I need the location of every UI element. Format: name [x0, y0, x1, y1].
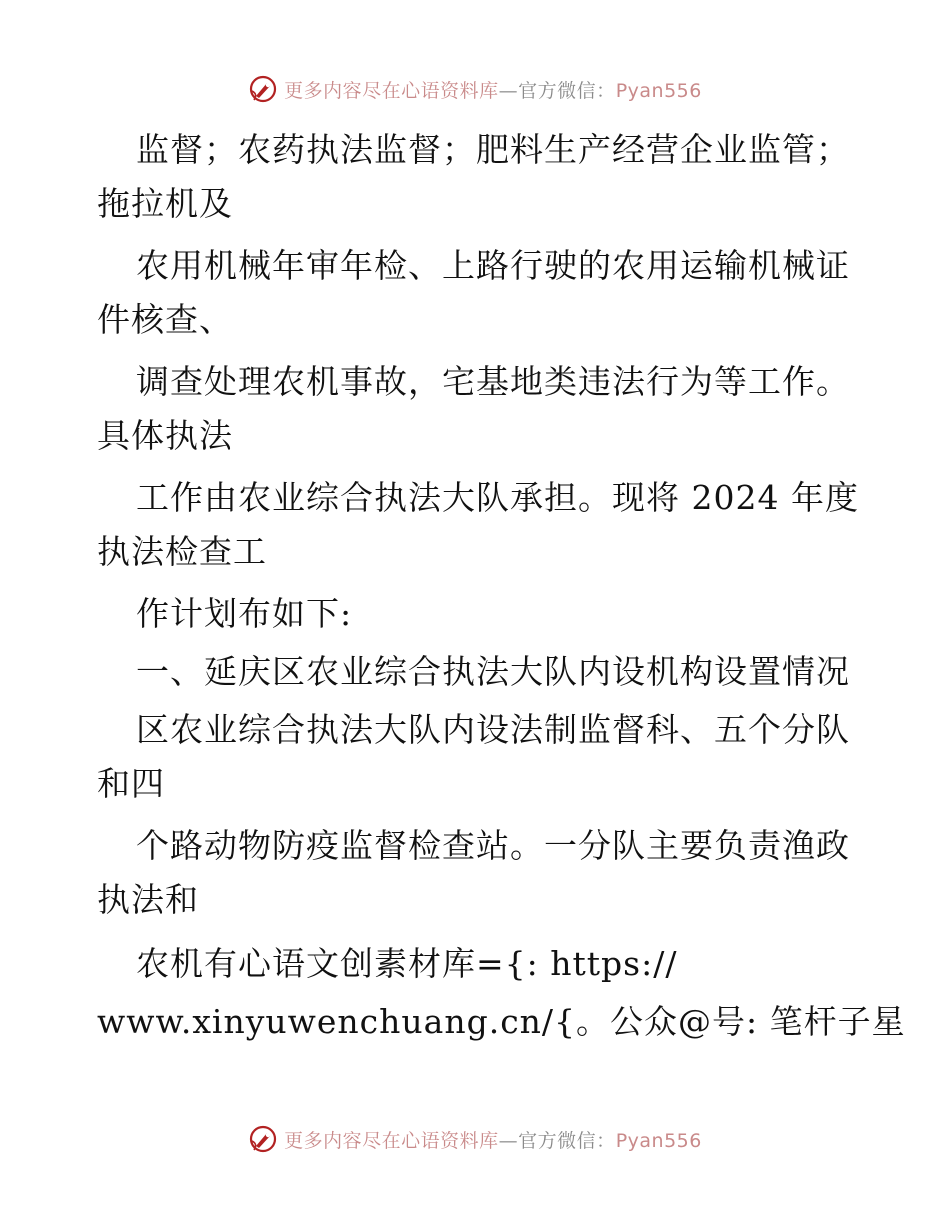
wechat-label: 官方微信： — [518, 1129, 616, 1152]
body-line: 调查处理农机事故，宅基地类违法行为等工作。 — [136, 362, 850, 401]
body-line: 农用机械年审年检、上路行驶的农用运输机械证 — [136, 246, 850, 285]
body-line: 执法检查工 — [97, 532, 267, 571]
body-line: 执法和 — [97, 880, 199, 919]
footer-banner-text — [284, 1126, 702, 1153]
body-line: 农机有心语文创素材库={: https:// — [136, 944, 678, 983]
pen-nib-logo-icon — [248, 1124, 278, 1154]
banner-dash: — — [498, 1129, 519, 1152]
site-name: 更多内容尽在心语资料库 — [284, 79, 499, 102]
body-line: www.xinyuwenchuang.cn/{。公众@号: 笔杆子星 — [97, 1002, 906, 1041]
body-line: 和四 — [97, 764, 165, 803]
body-line: 工作由农业综合执法大队承担。现将 2024 年度 — [136, 478, 859, 517]
wechat-label: 官方微信： — [518, 79, 616, 102]
body-line: 个路动物防疫监督检查站。一分队主要负责渔政 — [136, 826, 850, 865]
header-banner — [0, 72, 950, 106]
wechat-id: Pyan556 — [615, 79, 702, 102]
site-name: 更多内容尽在心语资料库 — [284, 1129, 499, 1152]
pen-nib-logo-icon — [248, 74, 278, 104]
banner-dash: — — [498, 79, 519, 102]
body-line: 件核查、 — [97, 300, 233, 339]
wechat-id: Pyan556 — [615, 1129, 702, 1152]
body-line: 区农业综合执法大队内设法制监督科、五个分队 — [136, 710, 850, 749]
footer-banner-inner — [248, 1124, 702, 1154]
header-banner-text — [284, 76, 702, 103]
body-line: 作计划布如下: — [136, 594, 353, 633]
body-line: 拖拉机及 — [97, 184, 233, 223]
body-line: 监督；农药执法监督；肥料生产经营企业监管； — [136, 130, 850, 169]
body-line: 一、延庆区农业综合执法大队内设机构设置情况 — [136, 652, 850, 691]
header-banner-inner — [248, 74, 702, 104]
footer-banner — [0, 1122, 950, 1156]
body-line: 具体执法 — [97, 416, 233, 455]
